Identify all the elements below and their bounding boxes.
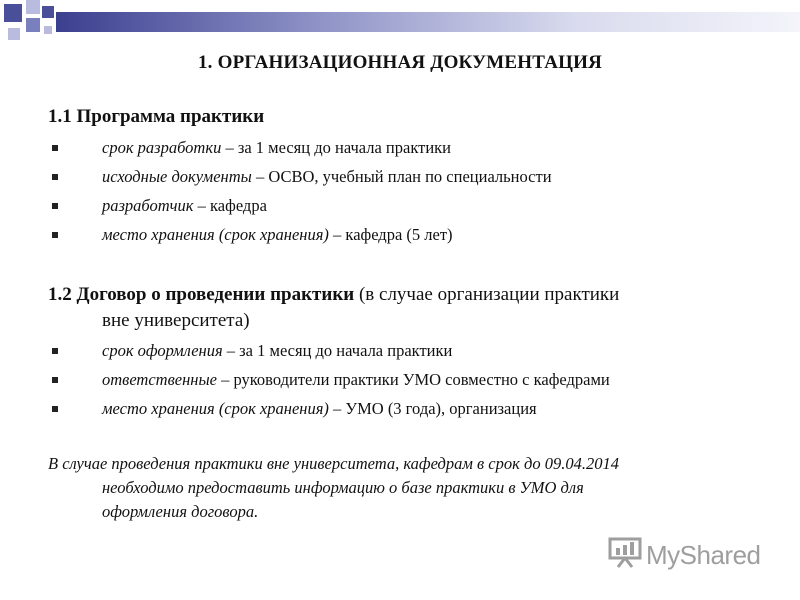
decorative-square — [26, 0, 40, 14]
decorative-square — [4, 4, 22, 22]
item-text: УМО (3 года), организация — [345, 399, 537, 418]
square-bullet-icon — [52, 145, 58, 151]
presentation-board-icon — [608, 536, 642, 575]
item-text: руководители практики УМО совместно с кафедрами — [233, 370, 610, 389]
square-bullet-icon — [52, 348, 58, 354]
item-text: за 1 месяц до начала практики — [237, 138, 452, 157]
decorative-header — [0, 0, 800, 48]
item-term: место хранения (срок хранения) — [102, 225, 329, 244]
note-line-3: оформления договора. — [102, 502, 259, 521]
list-item — [48, 398, 610, 427]
section-heading-line2: вне университета) — [102, 310, 250, 331]
item-term: срок разработки — [102, 138, 222, 157]
note-line-2: необходимо предоставить информацию о базе практики в УМО для — [102, 478, 584, 497]
section-heading-program — [48, 104, 264, 130]
section-heading-bold: 1.2 Договор о проведении практики — [48, 284, 355, 305]
list-item — [48, 137, 552, 166]
slide-title: 1. ОРГАНИЗАЦИОННАЯ ДОКУМЕНТАЦИЯ — [197, 52, 603, 73]
decorative-square — [26, 18, 40, 32]
item-term: исходные документы — [102, 167, 252, 186]
item-separator: – — [216, 370, 234, 389]
section-heading-rest: (в случае организации практики — [354, 284, 620, 305]
deadline-note — [48, 452, 768, 524]
item-text: кафедра — [210, 196, 267, 215]
square-bullet-icon — [52, 174, 58, 180]
item-separator: – — [221, 138, 238, 157]
item-separator: – — [251, 167, 269, 186]
contract-bullet-list — [48, 340, 610, 427]
program-bullet-list — [48, 137, 552, 253]
square-bullet-icon — [52, 203, 58, 209]
square-bullet-icon — [52, 406, 58, 412]
section-heading-contract — [48, 282, 619, 334]
item-separator: – — [328, 225, 346, 244]
item-text: за 1 месяц до начала практики — [239, 341, 453, 360]
item-term: срок оформления — [102, 341, 223, 360]
item-term: ответственные — [102, 370, 217, 389]
square-bullet-icon — [52, 377, 58, 383]
square-bullet-icon — [52, 232, 58, 238]
item-term: разработчик — [102, 196, 194, 215]
item-separator: – — [328, 399, 346, 418]
item-separator: – — [193, 196, 211, 215]
header-gradient-bar — [56, 12, 800, 32]
item-text: кафедра (5 лет) — [345, 225, 453, 244]
item-term: место хранения (срок хранения) — [102, 399, 329, 418]
decorative-square — [8, 28, 20, 40]
decorative-square — [42, 6, 54, 18]
myshared-watermark — [608, 538, 761, 572]
list-item — [48, 166, 552, 195]
list-item — [48, 224, 552, 253]
item-text: ОСВО, учебный план по специальности — [268, 167, 552, 186]
note-line-1: В случае проведения практики вне университета, кафедрам в срок до 09.04.2014 — [48, 454, 619, 473]
list-item — [48, 369, 610, 398]
decorative-square — [44, 26, 52, 34]
list-item — [48, 340, 610, 369]
list-item — [48, 195, 552, 224]
watermark-text: MyShared — [646, 539, 761, 570]
item-separator: – — [222, 341, 240, 360]
section-heading-text: 1.1 Программа практики — [48, 106, 265, 127]
